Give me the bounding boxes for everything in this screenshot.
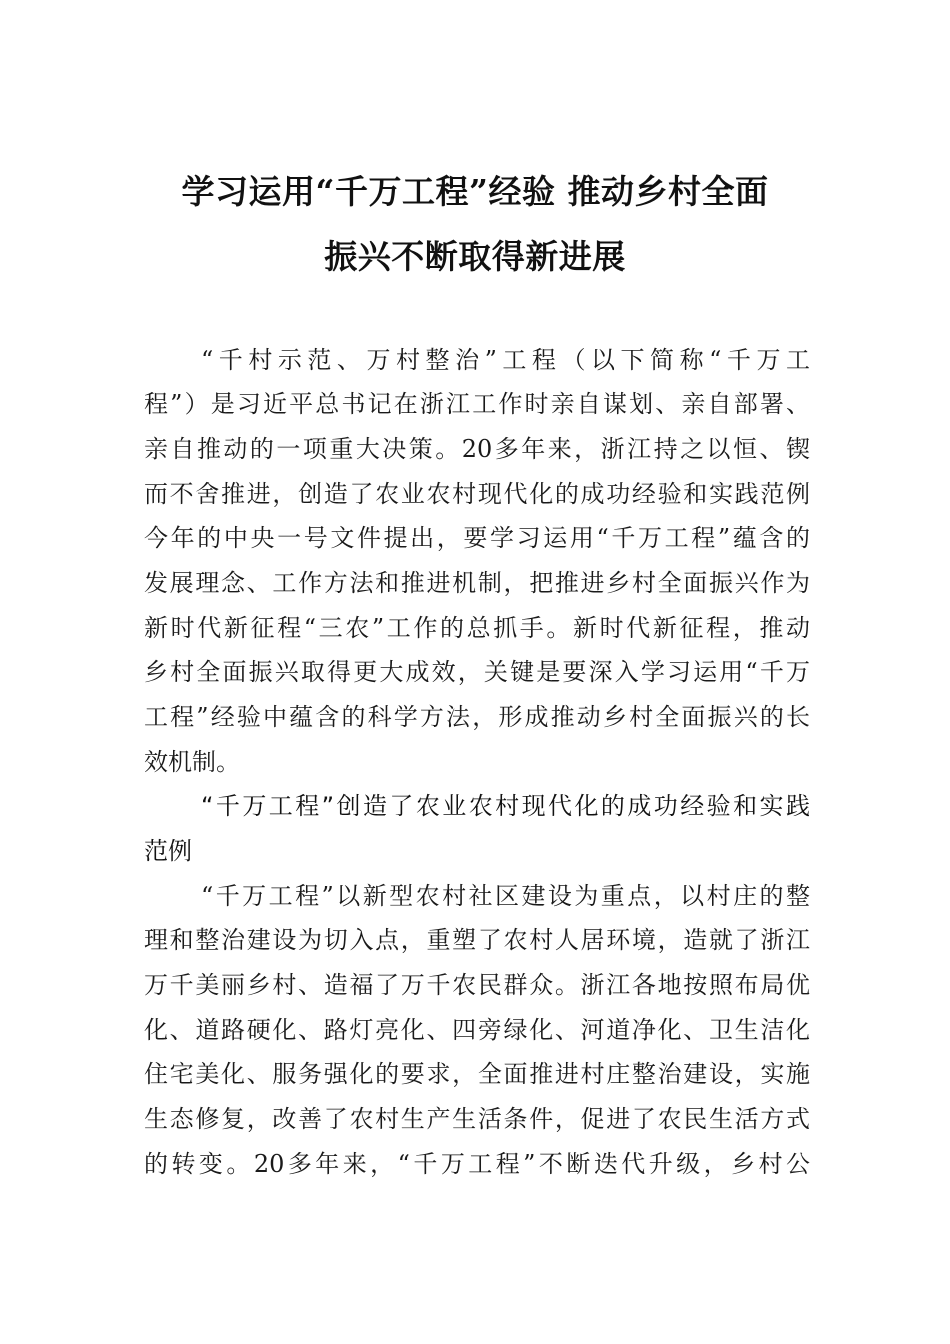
document-title-line-2: 振兴不断取得新进展 [324,237,626,276]
paragraph-2-line: 的转变。20多年来，“千万工程”不断迭代升级，乡村公 [144,1150,810,1178]
paragraph-1-line: 今年的中央一号文件提出，要学习运用“千万工程”蕴含的 [144,524,810,552]
paragraph-1-line: 亲自推动的一项重大决策。20多年来，浙江持之以恒、锲 [144,435,810,463]
paragraph-1-line: 新时代新征程“三农”工作的总抓手。新时代新征程，推动 [144,614,810,642]
paragraph-2-line: 理和整治建设为切入点，重塑了农村人居环境，造就了浙江 [144,926,810,954]
paragraph-1-line: 工程”经验中蕴含的科学方法，形成推动乡村全面振兴的长 [144,703,810,731]
paragraph-1-line: 而不舍推进，创造了农业农村现代化的成功经验和实践范例 [144,480,810,508]
paragraph-2-line: 万千美丽乡村、造福了万千农民群众。浙江各地按照布局优 [144,971,810,999]
paragraph-1-line: 效机制。 [144,748,240,776]
paragraph-1-line: “千村示范、万村整治”工程（以下简称“千万工 [201,346,810,374]
paragraph-2-line: 化、道路硬化、路灯亮化、四旁绿化、河道净化、卫生洁化 [144,1016,810,1044]
paragraph-1-line: 发展理念、工作方法和推进机制，把推进乡村全面振兴作为 [144,569,810,597]
paragraph-2-line: 生态修复，改善了农村生产生活条件，促进了农民生活方式 [144,1105,810,1133]
paragraph-2-line: “千万工程”以新型农村社区建设为重点，以村庄的整 [201,882,810,910]
paragraph-1-line: 程”）是习近平总书记在浙江工作时亲自谋划、亲自部署、 [144,390,810,418]
paragraph-1-line: 乡村全面振兴取得更大成效，关键是要深入学习运用“千万 [144,658,810,686]
section-heading-line: “千万工程”创造了农业农村现代化的成功经验和实践 [201,792,810,820]
section-heading-line: 范例 [144,837,192,865]
document-title-line-1: 学习运用“千万工程”经验 推动乡村全面 [181,172,769,211]
paragraph-2-line: 住宅美化、服务强化的要求，全面推进村庄整治建设，实施 [144,1060,810,1088]
